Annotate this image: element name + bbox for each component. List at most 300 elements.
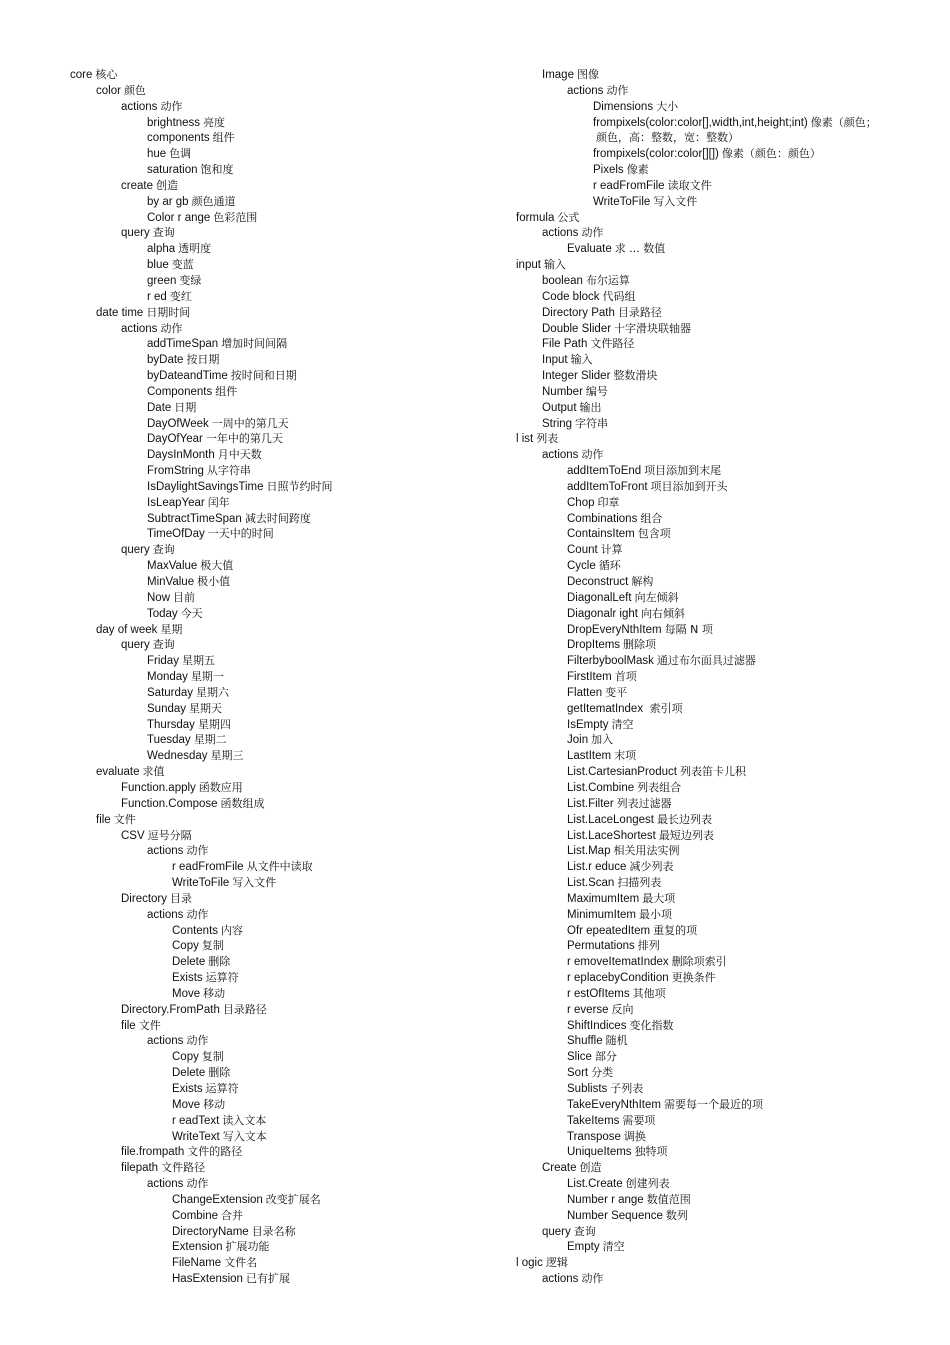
item-english-label: MaxValue [147, 560, 198, 573]
item-chinese-label: 排列 [637, 939, 660, 953]
item-english-label: ShiftIndices [567, 1019, 627, 1032]
outline-item [516, 1065, 946, 1081]
item-chinese-label: 颜色，高：整数，宽：整数） [596, 131, 739, 145]
outline-item [516, 1224, 946, 1240]
item-chinese-label: 目录名称 [251, 1224, 296, 1238]
outline-item [516, 812, 946, 828]
outline-item [516, 637, 946, 653]
item-chinese-label: 读入文本 [222, 1113, 267, 1127]
item-english-label: IsDaylightSavingsTime [147, 480, 264, 493]
item-chinese-label: 亮度 [203, 115, 226, 129]
outline-item [70, 590, 490, 606]
item-english-label: actions [147, 845, 184, 858]
outline-item [516, 1255, 946, 1271]
item-chinese-label: 加入 [591, 733, 614, 747]
outline-item [516, 907, 946, 923]
outline-item [70, 859, 490, 875]
outline-item [516, 669, 946, 685]
item-chinese-label: 输入 [543, 258, 566, 272]
outline-item [70, 796, 490, 812]
item-chinese-label: 文件的路径 [187, 1145, 243, 1159]
outline-item [70, 542, 490, 558]
item-chinese-label: 动作 [581, 226, 604, 240]
item-english-label: query [542, 1225, 571, 1238]
outline-item [516, 970, 946, 986]
item-english-label: String [542, 417, 573, 430]
item-chinese-label: 写入文件 [232, 876, 277, 890]
outline-item [516, 241, 946, 257]
item-chinese-label: 组件 [215, 384, 238, 398]
item-english-label: Function.apply [121, 781, 196, 794]
item-english-label: r everse [567, 1003, 609, 1016]
item-english-label: Sunday [147, 702, 187, 715]
outline-item [70, 653, 490, 669]
item-chinese-label: 列表组合 [637, 780, 682, 794]
outline-item [70, 748, 490, 764]
outline-item [516, 1176, 946, 1192]
item-english-label: Extension [172, 1241, 223, 1254]
item-english-label: FirstItem [567, 671, 612, 684]
item-english-label: List.Map [567, 845, 611, 858]
item-chinese-label: 十字滑块联轴器 [614, 321, 692, 335]
item-chinese-label: 反向 [611, 1002, 634, 1016]
item-english-label: Code block [542, 290, 600, 303]
outline-item [516, 622, 946, 638]
item-english-label: WriteToFile [172, 877, 230, 890]
item-english-label: ChangeExtension [172, 1193, 263, 1206]
item-english-label: MinValue [147, 576, 195, 588]
outline-item [516, 257, 946, 273]
item-english-label: Directory [121, 892, 168, 905]
outline-item [70, 1160, 490, 1176]
item-english-label: TakeItems [567, 1114, 620, 1127]
item-chinese-label: 计算 [600, 543, 623, 557]
outline-item [70, 717, 490, 733]
outline-item [70, 1239, 490, 1255]
item-english-label: actions [121, 100, 158, 113]
item-chinese-label: 扫描列表 [617, 876, 662, 890]
item-chinese-label: 查询 [152, 638, 175, 652]
item-english-label: FileName [172, 1257, 222, 1270]
item-chinese-label: 创造 [155, 178, 178, 192]
item-english-label: Permutations [567, 940, 635, 953]
item-english-label: actions [542, 1273, 579, 1286]
item-english-label: DayOfWeek [147, 417, 209, 430]
outline-item [70, 685, 490, 701]
item-english-label: actions [542, 227, 579, 240]
item-english-label: addTimeSpan [147, 338, 219, 351]
item-chinese-label: 删除 [208, 955, 231, 969]
item-chinese-label: 动作 [606, 83, 629, 97]
item-english-label: Wednesday [147, 750, 208, 763]
item-chinese-label: 文件路径 [590, 337, 635, 351]
item-english-label: Number r ange [567, 1193, 644, 1206]
outline-item [70, 1176, 490, 1192]
outline-item [70, 622, 490, 638]
outline-item [70, 1097, 490, 1113]
item-chinese-label: 日期时间 [146, 305, 191, 319]
item-english-label: green [147, 274, 177, 287]
outline-item [516, 732, 946, 748]
outline-item [70, 336, 490, 352]
outline-item [516, 859, 946, 875]
item-chinese-label: 代码组 [602, 289, 636, 303]
outline-item [70, 416, 490, 432]
outline-item [516, 146, 946, 162]
outline-item [70, 289, 490, 305]
item-english-label: Exists [172, 1083, 203, 1095]
outline-item [70, 194, 490, 210]
outline-item [70, 812, 490, 828]
item-chinese-label: 文件 [113, 812, 136, 826]
outline-item [70, 400, 490, 416]
outline-item [516, 273, 946, 289]
item-english-label: input [516, 259, 541, 272]
item-english-label: r estOfItems [567, 987, 630, 1000]
item-english-label: Join [567, 734, 589, 747]
item-chinese-label: 相关用法实例 [613, 844, 680, 858]
item-chinese-label: 分类 [591, 1066, 614, 1080]
outline-item [70, 1065, 490, 1081]
item-english-label: DiagonalLeft [567, 591, 632, 604]
outline-item [70, 210, 490, 226]
outline-item [70, 1049, 490, 1065]
item-chinese-label: 求值 [142, 765, 165, 779]
outline-item [70, 1224, 490, 1240]
outline-item [516, 1081, 946, 1097]
item-chinese-label: 首项 [614, 670, 637, 684]
outline-item [516, 1033, 946, 1049]
item-english-label: alpha [147, 243, 176, 256]
outline-item [516, 305, 946, 321]
outline-item [516, 447, 946, 463]
item-chinese-label: 最长边列表 [656, 812, 712, 826]
item-english-label: Color r ange [147, 211, 211, 224]
item-english-label: r eadText [172, 1114, 220, 1127]
item-english-label: Delete [172, 956, 206, 969]
item-chinese-label: 部分 [594, 1050, 617, 1064]
item-chinese-label: 星期一 [190, 670, 224, 684]
item-english-label: actions [147, 1035, 184, 1048]
item-english-label: Directory.FromPath [121, 1003, 220, 1016]
item-english-label: Deconstruct [567, 576, 629, 588]
item-english-label: file [121, 1019, 136, 1032]
outline-item [516, 352, 946, 368]
outline-item [516, 891, 946, 907]
outline-item [516, 542, 946, 558]
item-english-label: Copy [172, 1051, 199, 1064]
outline-item [516, 717, 946, 733]
item-english-label: List.CartesianProduct [567, 766, 677, 779]
item-english-label: File Path [542, 338, 588, 351]
item-chinese-label: 目录路径 [617, 305, 662, 319]
outline-item [516, 574, 946, 590]
item-english-label: ContainsItem [567, 528, 635, 541]
outline-item [70, 606, 490, 622]
item-chinese-label: 像素 [626, 163, 649, 177]
item-chinese-label: 动作 [186, 844, 209, 858]
item-chinese-label: 闰年 [207, 495, 230, 509]
outline-item [70, 923, 490, 939]
item-chinese-label: 变蓝 [171, 258, 194, 272]
right-column [516, 67, 946, 1287]
outline-item [516, 1192, 946, 1208]
item-chinese-label: 解构 [631, 575, 654, 588]
item-english-label: DirectoryName [172, 1225, 249, 1238]
item-english-label: actions [121, 322, 158, 335]
item-english-label: FromString [147, 465, 204, 478]
item-english-label: actions [147, 1178, 184, 1191]
item-english-label: l ogic [516, 1257, 543, 1270]
item-chinese-label: 文件 [138, 1018, 161, 1032]
item-english-label: List.Scan [567, 877, 615, 890]
item-chinese-label: 星期三 [210, 749, 244, 763]
item-english-label: color [96, 84, 121, 97]
outline-item [516, 400, 946, 416]
item-chinese-label: 目前 [173, 590, 196, 604]
item-chinese-label: 减去时间跨度 [244, 511, 311, 525]
item-chinese-label: 动作 [186, 1034, 209, 1048]
outline-item [516, 99, 946, 115]
outline-item [70, 1144, 490, 1160]
item-english-label: Today [147, 607, 178, 620]
outline-item [70, 907, 490, 923]
item-chinese-label: 颜色 [123, 83, 146, 97]
item-english-label: hue [147, 148, 167, 161]
item-english-label: Sublists [567, 1083, 608, 1095]
item-english-label: Diagonalr ight [567, 607, 638, 620]
item-english-label: TimeOfDay [147, 528, 205, 541]
item-english-label: blue [147, 259, 169, 272]
outline-item [70, 1081, 490, 1097]
outline-item [516, 1160, 946, 1176]
outline-item [516, 875, 946, 891]
item-english-label: UniqueItems [567, 1146, 632, 1159]
outline-item [70, 146, 490, 162]
item-english-label: List.LaceLongest [567, 813, 654, 826]
outline-item [516, 210, 946, 226]
item-chinese-label: 一天中的时间 [207, 527, 274, 541]
item-chinese-label: 文件路径 [161, 1161, 206, 1175]
item-chinese-label: 动作 [581, 448, 604, 462]
item-english-label: actions [567, 84, 604, 97]
outline-item [70, 511, 490, 527]
item-chinese-label: 移动 [203, 986, 226, 1000]
item-chinese-label: 扩展功能 [225, 1240, 270, 1254]
item-chinese-label: 调换 [623, 1129, 646, 1143]
item-chinese-label: 变化指数 [629, 1018, 674, 1032]
item-english-label: Date [147, 401, 172, 414]
item-chinese-label: 目录路径 [222, 1002, 267, 1016]
item-chinese-label: 星期 [160, 622, 183, 636]
item-chinese-label: 像素（颜色； [810, 115, 877, 129]
outline-item [70, 669, 490, 685]
item-english-label: r emoveItematIndex [567, 956, 669, 969]
item-chinese-label: 索引项 [646, 701, 683, 715]
item-english-label: r ed [147, 290, 167, 303]
outline-item [70, 526, 490, 542]
item-chinese-label: 需要每一个最近的项 [663, 1097, 763, 1111]
outline-item [516, 115, 946, 131]
outline-item [516, 83, 946, 99]
item-chinese-label: 编号 [585, 384, 608, 398]
item-chinese-label: 图像 [576, 68, 599, 81]
item-chinese-label: 动作 [581, 1272, 604, 1286]
item-english-label: CSV [121, 829, 145, 842]
outline-item [516, 463, 946, 479]
outline-item [516, 511, 946, 527]
outline-item [516, 986, 946, 1002]
item-chinese-label: 动作 [186, 907, 209, 921]
item-english-label: frompixels(color:color[][]) [593, 148, 719, 161]
outline-item [70, 463, 490, 479]
item-chinese-label: 色彩范围 [213, 210, 258, 224]
item-chinese-label: 最小项 [639, 907, 673, 921]
item-chinese-label: 输入 [570, 353, 593, 367]
outline-item [70, 115, 490, 131]
outline-item [70, 986, 490, 1002]
item-chinese-label: 输出 [579, 400, 602, 414]
outline-item [70, 875, 490, 891]
item-english-label: getItematIndex [567, 702, 644, 715]
item-english-label: query [121, 544, 150, 557]
item-english-label: LastItem [567, 750, 612, 763]
item-english-label: core [70, 69, 93, 81]
item-chinese-label: 组件 [212, 131, 235, 145]
outline-item [516, 1097, 946, 1113]
item-chinese-label: 变平 [605, 685, 628, 699]
outline-item [70, 891, 490, 907]
item-english-label: Chop [567, 496, 595, 509]
item-english-label: HasExtension [172, 1273, 243, 1286]
item-chinese-label: 减少列表 [629, 860, 674, 874]
item-chinese-label: 布尔运算 [585, 273, 630, 287]
outline-item [70, 701, 490, 717]
item-english-label: Empty [567, 1241, 600, 1254]
outline-item [70, 637, 490, 653]
outline-item [516, 67, 946, 83]
item-english-label: Cycle [567, 560, 596, 573]
outline-item [516, 780, 946, 796]
item-chinese-label: 删除项 [623, 638, 657, 652]
item-english-label: Tuesday [147, 734, 191, 747]
item-english-label: Slice [567, 1051, 592, 1064]
item-chinese-label: 删除 [208, 1066, 231, 1080]
outline-item [516, 321, 946, 337]
outline-item [516, 479, 946, 495]
outline-item [516, 1002, 946, 1018]
item-chinese-label: 逗号分隔 [147, 828, 192, 842]
item-chinese-label: 写入文件 [653, 194, 698, 208]
item-english-label: query [121, 639, 150, 652]
item-chinese-label: 按时间和日期 [230, 369, 297, 383]
item-english-label: MinimumItem [567, 908, 637, 921]
item-english-label: DayOfYear [147, 433, 203, 446]
item-english-label: Create [542, 1162, 577, 1175]
outline-item [516, 653, 946, 669]
item-english-label: Function.Compose [121, 797, 218, 810]
outline-item [516, 368, 946, 384]
item-chinese-label: 通过布尔面具过滤器 [656, 654, 756, 668]
item-english-label: filepath [121, 1162, 159, 1175]
item-english-label: Move [172, 987, 201, 1000]
outline-item [516, 938, 946, 954]
item-chinese-label: 月中天数 [217, 448, 262, 462]
item-english-label: frompixels(color:color[],width,int,height;int) [593, 116, 808, 129]
item-chinese-label: 函数组成 [220, 796, 265, 810]
item-english-label: Combine [172, 1209, 219, 1222]
item-chinese-label: 星期天 [189, 701, 223, 715]
outline-item [70, 970, 490, 986]
item-english-label: Directory Path [542, 306, 615, 319]
item-english-label: Transpose [567, 1130, 621, 1143]
item-chinese-label: 列表笛卡儿积 [679, 765, 746, 779]
item-english-label: DropItems [567, 639, 621, 652]
item-english-label: DaysInMonth [147, 449, 215, 462]
outline-item [516, 178, 946, 194]
item-english-label: create [121, 179, 153, 192]
item-chinese-label: 复制 [201, 939, 224, 953]
outline-item [70, 305, 490, 321]
item-chinese-label: 其他项 [632, 986, 666, 1000]
item-chinese-label: 包含项 [637, 527, 671, 541]
item-chinese-label: 创造 [579, 1161, 602, 1175]
item-english-label: brightness [147, 116, 201, 129]
item-chinese-label: 今天 [180, 606, 203, 620]
item-english-label: Flatten [567, 686, 603, 699]
item-english-label: TakeEveryNthItem [567, 1098, 661, 1111]
item-chinese-label: 子列表 [610, 1082, 644, 1095]
item-english-label: List.Create [567, 1178, 623, 1191]
outline-item [70, 1113, 490, 1129]
item-english-label: saturation [147, 164, 198, 177]
item-english-label: by ar gb [147, 195, 189, 208]
outline-item [516, 416, 946, 432]
item-chinese-label: 删除项索引 [671, 955, 727, 969]
item-english-label: r eadFromFile [593, 179, 665, 192]
item-chinese-label: 求 ... 数值 [614, 242, 666, 256]
outline-item [70, 479, 490, 495]
outline-item [516, 748, 946, 764]
item-chinese-label: 读取文件 [667, 178, 712, 192]
item-chinese-label: 数值范围 [646, 1192, 691, 1206]
outline-item [70, 954, 490, 970]
item-english-label: l ist [516, 433, 534, 446]
item-chinese-label: 字符串 [575, 416, 609, 430]
outline-item [70, 495, 490, 511]
outline-item [70, 843, 490, 859]
item-chinese-label: 查询 [152, 226, 175, 240]
outline-item [70, 431, 490, 447]
item-english-label: addItemToEnd [567, 465, 642, 478]
outline-item [516, 796, 946, 812]
item-english-label: addItemToFront [567, 480, 648, 493]
outline-item [516, 764, 946, 780]
item-chinese-label: 文件名 [224, 1256, 258, 1270]
item-chinese-label: 查询 [152, 543, 175, 557]
item-chinese-label: 查询 [573, 1224, 596, 1238]
item-english-label: Monday [147, 671, 188, 684]
outline-item [516, 685, 946, 701]
item-chinese-label: 重复的项 [653, 923, 698, 937]
item-english-label: Exists [172, 972, 203, 985]
item-chinese-label: 运算符 [205, 971, 239, 985]
item-chinese-label: 函数应用 [198, 780, 243, 794]
item-chinese-label: 日照节约时间 [266, 479, 333, 493]
item-chinese-label: 按日期 [186, 353, 220, 367]
item-chinese-label: 变绿 [179, 273, 202, 287]
item-chinese-label: 更换条件 [671, 971, 716, 985]
